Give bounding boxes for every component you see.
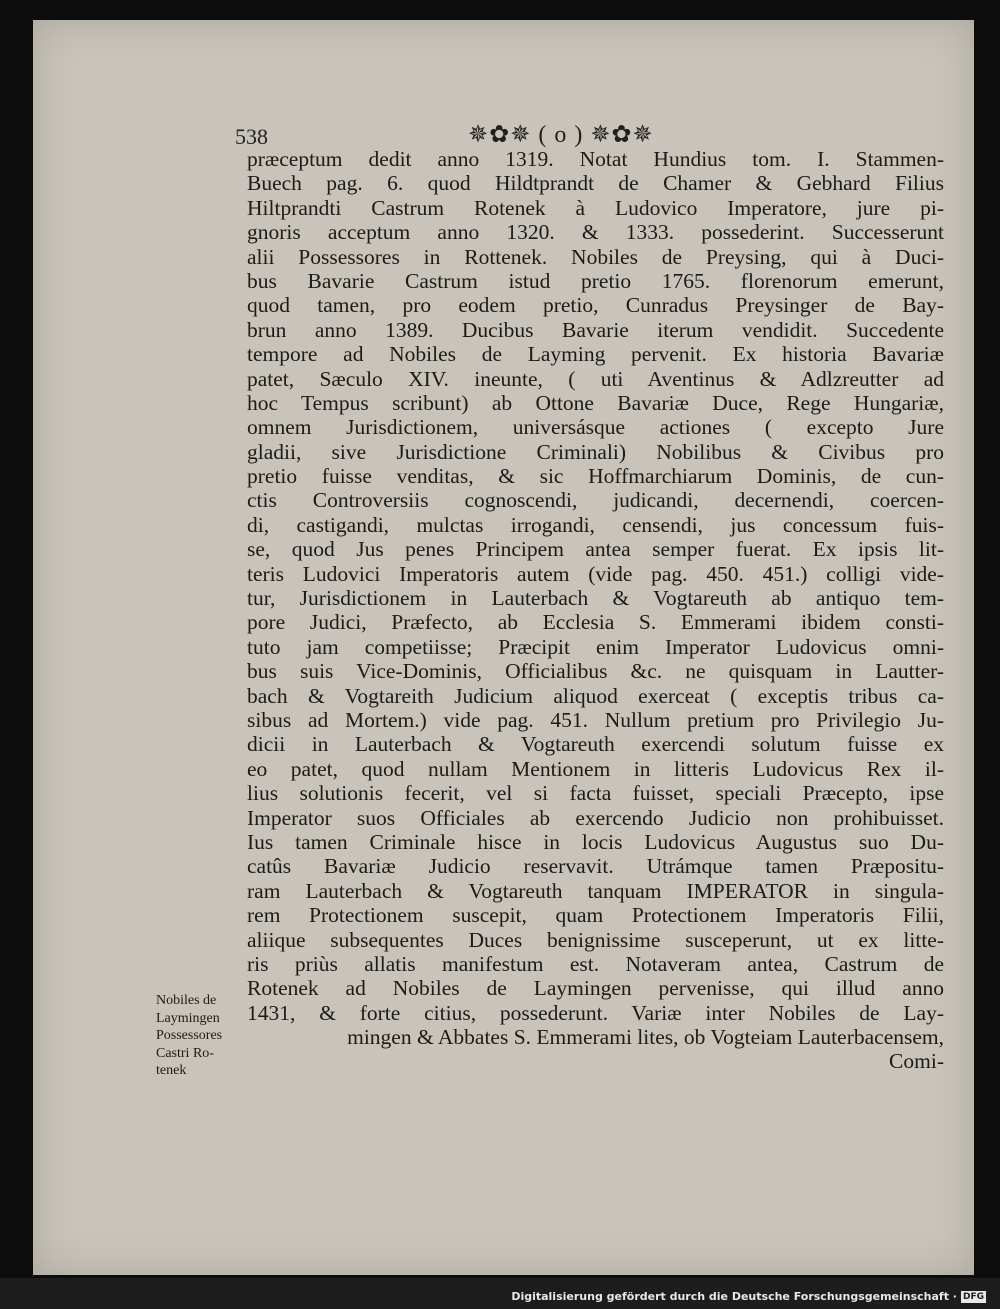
text-line: dicii in Lauterbach & Vogtareuth exercendi solutum fuisse ex [247,732,944,757]
text-line: omnem Jurisdictionem, universásque actiones ( excepto Jure [247,415,944,440]
text-line: gladii, sive Jurisdictione Criminali) Nobilibus & Civibus pro [247,439,944,464]
text-line: aliique subsequentes Duces benignissime susceperunt, ut ex litte- [247,927,944,952]
text-line: eo patet, quod nullam Mentionem in litteris Ludovicus Rex il- [247,756,944,781]
text-line: rem Protectionem suscepit, quam Protectionem Imperatoris Filii, [247,903,944,928]
text-line: se, quod Jus penes Principem antea semper fuerat. Ex ipsis lit- [247,537,944,562]
margin-note-line: Laymingen [156,1010,220,1026]
text-line: bus Bavarie Castrum istud pretio 1765. florenorum emerunt, [247,268,944,293]
text-line: tuto jam competiisse; Præcipit enim Imperator Ludovicus omni- [247,634,944,659]
footer-text: Digitalisierung gefördert durch die Deutsche Forschungsgemeinschaft · [511,1290,957,1303]
margin-note-line: Possessores [156,1028,223,1043]
margin-note [156,992,246,1080]
text-line: bach & Vogtareith Judicium aliquod exerceat ( exceptis tribus ca- [247,683,944,708]
text-line: gnoris acceptum anno 1320. & 1333. possederint. Successerunt [247,220,944,245]
page-number: 538 [235,124,268,149]
text-line: catûs Bavariæ Judicio reservavit. Utrámque tamen Præpositu- [247,854,944,879]
text-line: di, castigandi, mulctas irrogandi, censendi, jus concessum fuis- [247,512,944,537]
text-line: Buech pag. 6. quod Hildtprandt de Chamer & Gebhard Filius [247,171,944,196]
text-line: hoc Tempus scribunt) ab Ottone Bavariæ Duce, Rege Hungariæ, [247,390,944,415]
catchword: Comi- [889,1049,944,1074]
text-line: 1431, & forte citius, possederunt. Variæ inter Nobiles de Lay- [247,1000,944,1025]
text-line: brun anno 1389. Ducibus Bavarie iterum vendidit. Succedente [247,317,944,342]
text-line: teris Ludovici Imperatoris autem (vide pag. 450. 451.) colligi vide- [247,561,944,586]
text-line: alii Possessores in Rottenek. Nobiles de Preysing, qui à Duci- [247,244,944,269]
text-line: quod tamen, pro eodem pretio, Cunradus Preysinger de Bay- [247,293,944,318]
text-line: Rotenek ad Nobiles de Laymingen pervenisse, qui illud anno [247,976,944,1001]
margin-note-line: Castri Ro- [156,1045,214,1061]
text-line: Ius tamen Criminale hisce in locis Ludovicus Augustus suo Du- [247,829,944,854]
text-line: pretio fuisse venditas, & sic Hoffmarchiarum Dominis, de cun- [247,464,944,489]
text-line: sibus ad Mortem.) vide pag. 451. Nullum pretium pro Privilegio Ju- [247,707,944,732]
running-head-ornament: ✵✿✵ ( o ) ✵✿✵ [468,122,654,148]
text-line: tur, Jurisdictionem in Lauterbach & Vogtareuth ab antiquo tem- [247,586,944,611]
text-line: mingen & Abbates S. Emmerami lites, ob Vogteiam Lauterbacensem, [347,1025,944,1050]
margin-note-line: Nobiles de [156,993,217,1008]
text-line: patet, Sæculo XIV. ineunte, ( uti Aventinus & Adlzreutter ad [247,366,944,391]
text-line: ris priùs allatis manifestum est. Notaveram antea, Castrum de [247,951,944,976]
footer-credit [511,1290,986,1303]
text-line: Hiltprandti Castrum Rotenek à Ludovico Imperatore, jure pi- [247,195,944,220]
text-line: ram Lauterbach & Vogtareuth tanquam IMPERATOR in singula- [247,878,944,903]
text-line: pore Judici, Præfecto, ab Ecclesia S. Emmerami ibidem consti- [247,610,944,635]
body-text [247,147,944,1074]
text-line: præceptum dedit anno 1319. Notat Hundius tom. I. Stammen- [247,147,944,171]
margin-note-line: tenek [156,1063,187,1078]
text-line: ctis Controversiis cognoscendi, judicandi, decernendi, coercen- [247,488,944,513]
dfg-logo: DFG [962,1291,984,1302]
text-line: Imperator suos Officiales ab exercendo Judicio non prohibuisset. [247,805,944,830]
text-line: bus suis Vice-Dominis, Officialibus &c. ne quisquam in Lautter- [247,659,944,684]
text-line: lius solutionis fecerit, vel si facta fuisset, speciali Præcepto, ipse [247,781,944,806]
text-line: tempore ad Nobiles de Layming pervenit. Ex historia Bavariæ [247,342,944,367]
